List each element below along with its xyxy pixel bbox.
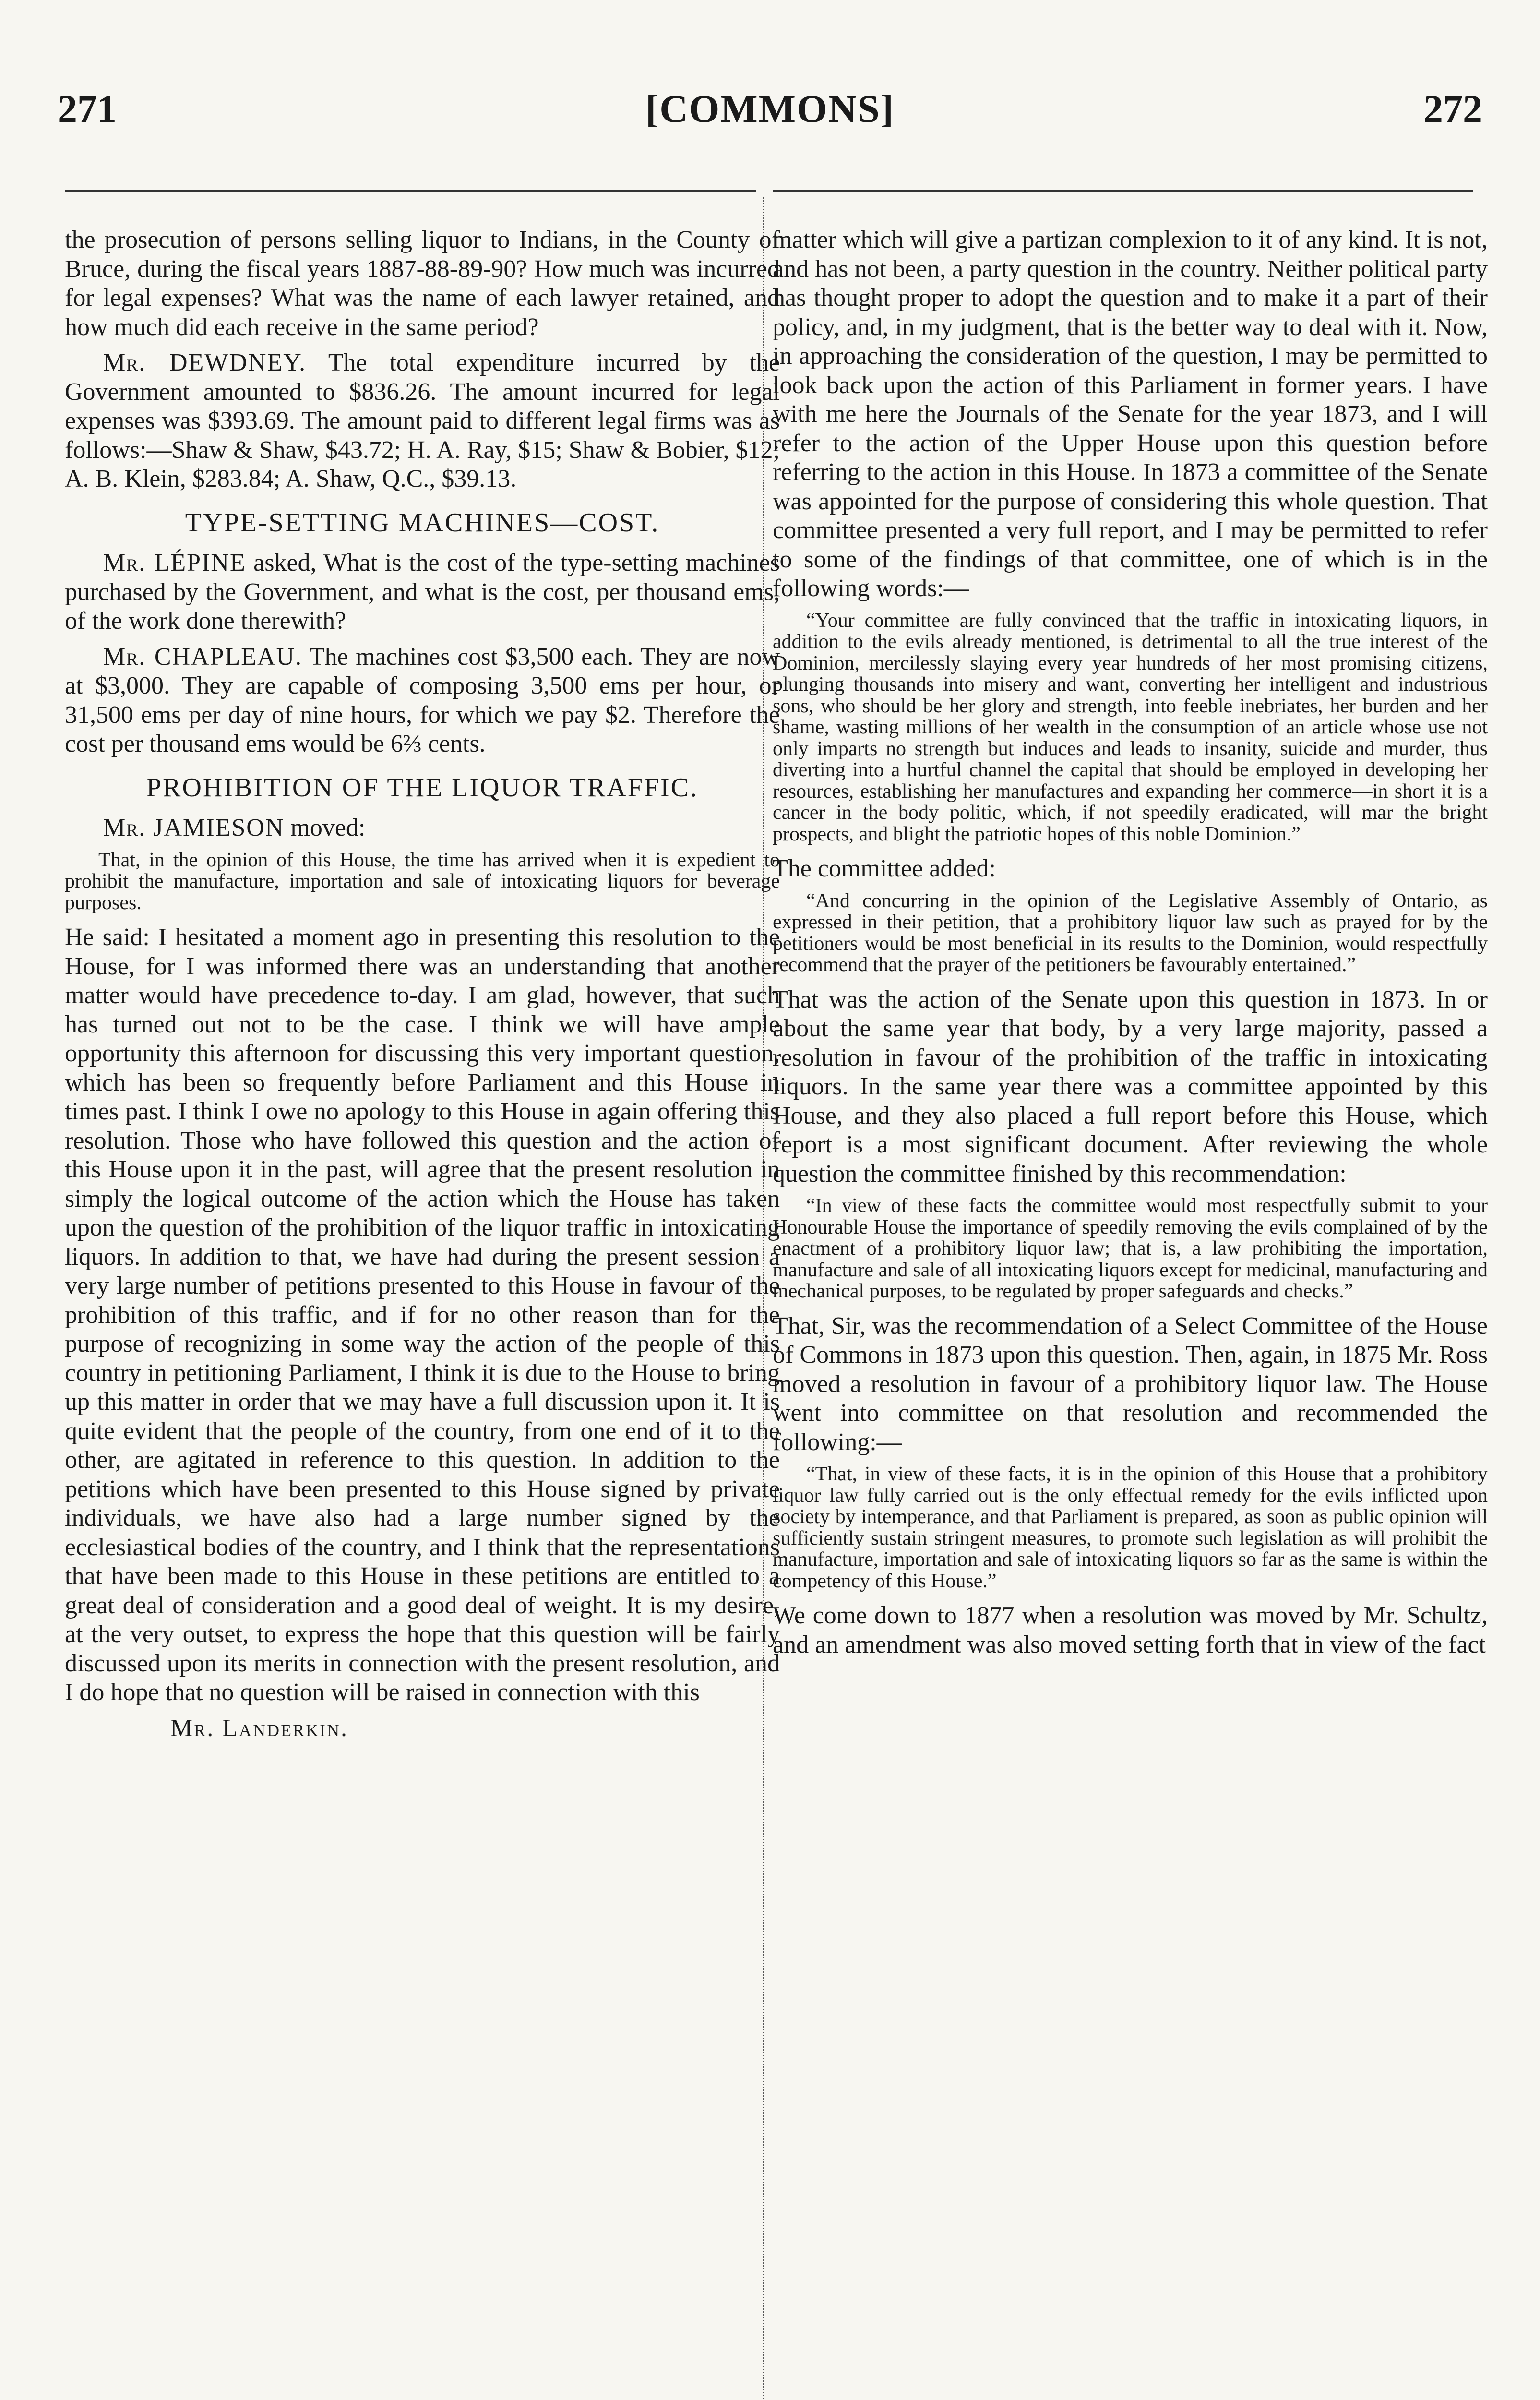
commons-committee-quote: “In view of these facts the committee would most respectfully submit to your Honourable House the importance of speedily removing the evils complained of by the enactment of a prohibitory liquor law; that is, a law prohibiting the importation, manufacture and sale of all intoxicating liquors except for medicinal, manufacturing and mechanical purposes, to be regulated by proper safeguards and checks.” [773,1195,1488,1302]
senate-action-paragraph: That was the action of the Senate upon this question in 1873. In or about the same year that body, by a very large majority, passed a resolution in favour of the prohibition of the traffic in intoxicating liquors. In the same year there was a committee appointed by this House, and they also placed a full report before this House, which report is a most significant document. After reviewing the whole question the committee finished by this recommendation: [773,985,1488,1188]
section-heading-typesetting: TYPE-SETTING MACHINES—COST. [185,507,660,538]
catchword: Mr. Landerkin. [170,1714,348,1742]
senate-quote: “Your committee are fully convinced that the traffic in intoxicating liquors, in addition to the evils already mentioned, is detrimental to all the true interest of the Dominion, mercilessly slaying every year hundreds of her most promising citizens, plunging thousands into misery and want, converting her intelligent and industrious sons, who should be her glory and strength, into feeble inebriates, her burden and her shame, wasting millions of her wealth in the consumption of an article whose use not only imparts no strength but induces and leads to insanity, suicide and murder, thus diverting into a hurtful channel the capital that should be employed in developing her resources, establishing her manufactures and expanding her commerce—in short it is a cancer in the body politic, which, if not speedily eradicated, will mar the bright prospects, and blight the patriotic hopes of this noble Dominion.” [773,609,1488,845]
speaker-name: Mr. DEWDNEY. [103,349,307,376]
answer-text: The machines cost $3,500 each. They are now at $3,000. They are capable of composing 3,500 ems per hour, or 31,500 ems per day of nine hours, for which we pay $2. Therefore the cost per thousand ems would be 6⅔ cents. [65,643,780,757]
header-rule-right [773,190,1473,192]
page-header [58,86,1482,158]
section-heading-prohibition: PROHIBITION OF THE LIQUOR TRAFFIC. [146,772,698,803]
left-column [65,226,780,1743]
speaker-name: Mr. LÉPINE [103,549,246,576]
page-number-left: 271 [58,87,117,131]
answer-text: The total expenditure incurred by the Government amounted to $836.26. The amount incurred for legal expenses was $393.69. The amount paid to different legal firms was as follows:—Shaw & Shaw, $43.72; H. A. Ray, $15; Shaw & Bobier, $12; A. B. Klein, $283.84; A. Shaw, Q.C., $39.13. [65,349,780,492]
motion-intro-text: moved: [284,814,366,841]
schultz-paragraph: We come down to 1877 when a resolution was moved by Mr. Schultz, and an amendment was also moved setting forth that in view of the fact [773,1602,1488,1658]
ross-resolution-quote: “That, in view of these facts, it is in the opinion of this House that a prohibitory liquor law fully carried out is the only effectual remedy for the evils inflicted upon society by intemperance, and that Parliament is prepared, as soon as public opinion will sufficiently sustain stringent measures, to promote such legislation as will prohibit the manufacture, importation and sale of intoxicating liquors so far as the same is within the competency of this House.” [773,1463,1488,1592]
running-title: [COMMONS] [645,87,895,131]
chapleau-answer [65,643,780,759]
committee-added: The committee added: [773,855,996,882]
ontario-quote: “And concurring in the opinion of the Legislative Assembly of Ontario, as expressed in their petition, that a prohibitory liquor law such as prayed for by the petitioners would be most beneficial in its results to the Dominion, would respectfully recommend that the prayer of the petitioners be favourably entertained.” [773,889,1488,976]
header-rule-left [65,190,756,192]
right-column [773,226,1488,1666]
page-number-right: 272 [1423,87,1482,131]
select-committee-paragraph: That, Sir, was the recommendation of a Select Committee of the House of Commons in 1873 upon this question. Then, again, in 1875 Mr. Ross moved a resolution in favour of a prohibitory liquor law. The House went into committee on that resolution and recommended the following:— [773,1312,1488,1456]
motion-text: That, in the opinion of this House, the time has arrived when it is expedient to prohibit the manufacture, importation and sale of intoxicating liquors for beverage purposes. [65,849,780,914]
question-text: asked, What is the cost of the type-setting machines purchased by the Government, and what is the cost, per thousand ems, of the work done therewith? [65,549,780,635]
speaker-name: Mr. CHAPLEAU. [103,643,303,671]
question-continuation: the prosecution of persons selling liquor to Indians, in the County of Bruce, during the fiscal years 1887-88-89-90? How much was incurred for legal expenses? What was the name of each lawyer retained, and how much did each receive in the same period? [65,226,780,341]
speech-continuation: matter which will give a partizan complexion to it of any kind. It is not, and has not been, a party question in the country. Neither political party has thought proper to adopt the question and to make it a part of their policy, and, in my judgment, that is the better way to deal with it. Now, in approaching the consideration of the question, I may be permitted to look back upon the action of this Parliament in former years. I have with me here the Journals of the Senate for the year 1873, and I will refer to the action of the Upper House upon this question before referring to the action in this House. In 1873 a committee of the Senate was appointed for the purpose of considering this whole question. That committee presented a very full report, and I may be permitted to refer to some of the findings of that committee, one of which is in the following words:— [773,226,1488,602]
jamieson-motion-intro [65,814,780,843]
lepine-question [65,549,780,636]
speaker-name: Mr. JAMIESON [103,814,285,841]
jamieson-speech: He said: I hesitated a moment ago in presenting this resolution to the House, for I was informed there was an understanding that another matter would have precedence to-day. I am glad, however, that such has turned out not to be the case. I think we will have ample opportunity this afternoon for discussing this very important question, which has been so frequently before Parliament and this House in times past. I think I owe no apology to this House in again offering this resolution. Those who have followed this question and the action of this House upon it in the past, will agree that the present resolution in simply the logical outcome of the action which the House has taken upon the question of the prohibition of the liquor traffic in intoxicating liquors. In addition to that, we have had during the present session a very large number of petitions presented to this House in favour of the prohibition of this traffic, and if for no other reason than for the purpose of recognizing in some way the action of the people of this country in petitioning Parliament, I think it is due to the House to bring up this matter in order that we may have a full discussion upon it. It is quite evident that the people of the country, from one end of it to the other, are agitated in reference to this question. In addition to the petitions which have been presented to this House signed by private individuals, we have also had a large number signed by the ecclesiastical bodies of the country, and I think that the representations that have been made to this House in these petitions are entitled to a great deal of consideration and a good deal of weight. It is my desire, at the very outset, to express the hope that this question will be fairly discussed upon its merits in connection with the present resolution, and I do hope that no question will be raised in connection with this [65,924,780,1706]
dewdney-answer [65,348,780,494]
